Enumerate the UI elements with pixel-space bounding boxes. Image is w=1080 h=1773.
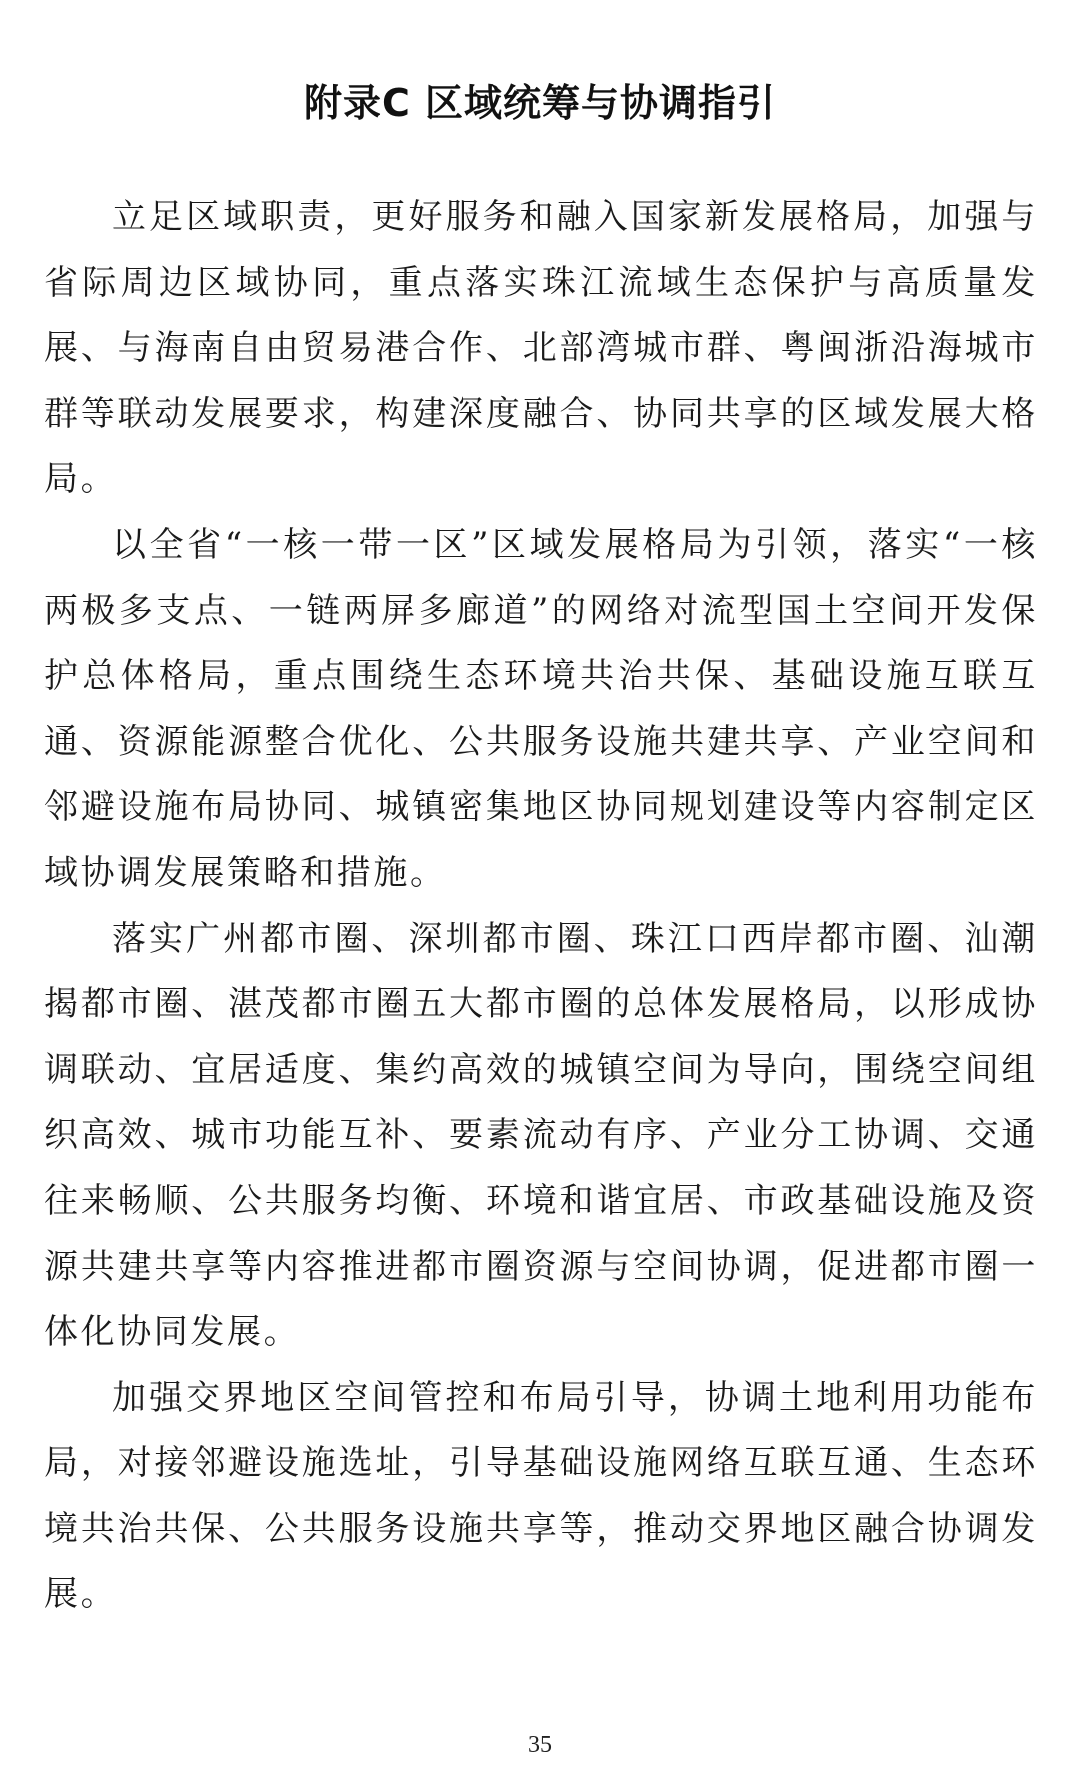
paragraph-metropolitan-areas: 落实广州都市圈、深圳都市圈、珠江口西岸都市圈、汕潮揭都市圈、湛茂都市圈五大都市圈的总体发展格局，以形成协调联动、宜居适度、集约高效的城镇空间为导向，围绕空间组织高效、城市功能互补、要素流动有序、产业分工协调、交通往来畅顺、公共服务均衡、环境和谐宜居、市政基础设施及资源共建共享等内容推进都市圈资源与空间协调，促进都市圈一体化协同发展。 [44,918,1038,1353]
paragraph-border-areas: 加强交界地区空间管控和布局引导，协调土地利用功能布局，对接邻避设施选址，引导基础设施网络互联互通、生态环境共治共保、公共服务设施共享等，推动交界地区融合协调发展。 [44,1377,1038,1615]
paragraph-provincial-pattern: 以全省“一核一带一区”区域发展格局为引领，落实“一核两极多支点、一链两屏多廊道”的网络对流型国土空间开发保护总体格局，重点围绕生态环境共治共保、基础设施互联互通、资源能源整合优化、公共服务设施共建共享、产业空间和邻避设施布局协同、城镇密集地区协同规划建设等内容制定区域协调发展策略和措施。 [44,524,1038,893]
paragraph-regional-duties: 立足区域职责，更好服务和融入国家新发展格局，加强与省际周边区域协同，重点落实珠江流域生态保护与高质量发展、与海南自由贸易港合作、北部湾城市群、粤闽浙沿海城市群等联动发展要求，构建深度融合、协同共享的区域发展大格局。 [44,197,1038,500]
page-number: 35 [528,1732,552,1758]
page-title: 附录C 区域统筹与协调指引 [303,81,777,126]
document-body [44,185,1038,1628]
